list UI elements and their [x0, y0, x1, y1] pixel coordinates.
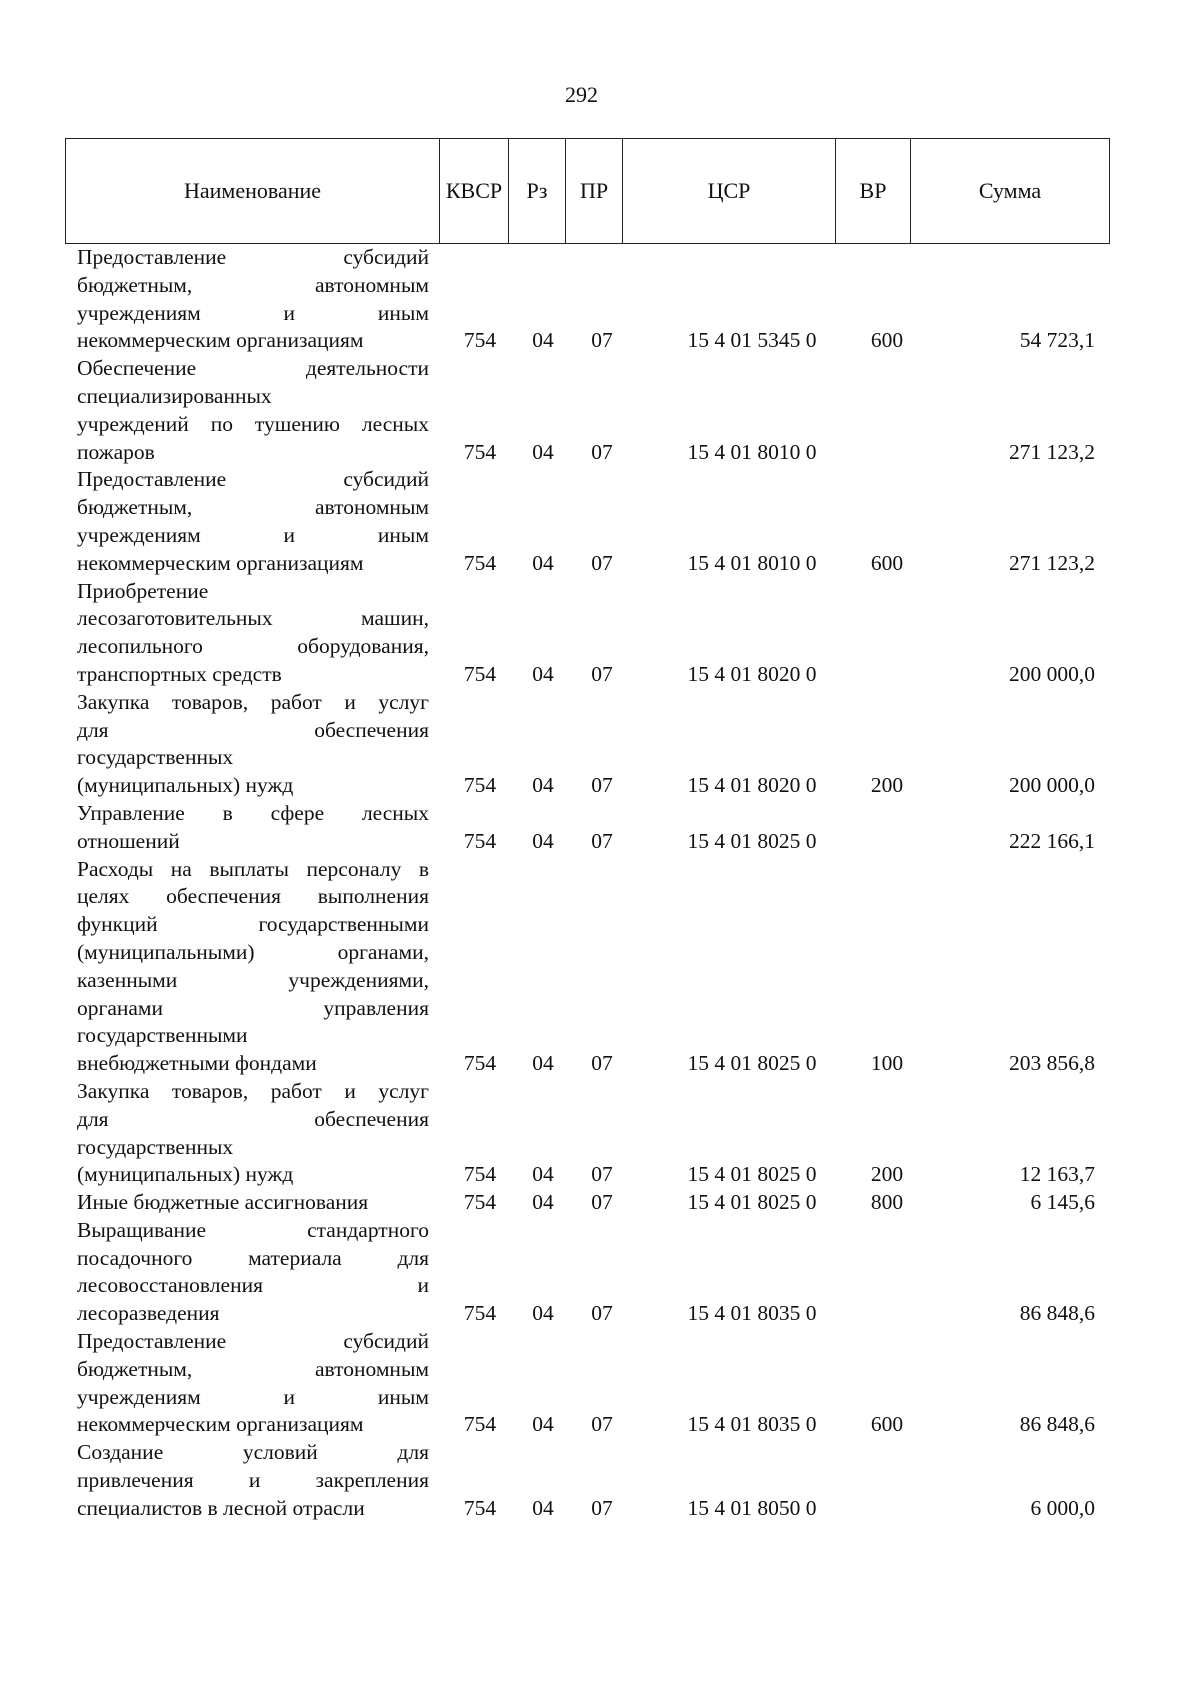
row-name-line: государственными	[77, 1023, 248, 1048]
table-row	[77, 1439, 1110, 1522]
row-kvsr: 754	[463, 773, 497, 798]
row-name-line: государственных	[77, 1134, 234, 1159]
row-name-line: государственных	[77, 745, 234, 770]
row-pr: 07	[591, 550, 613, 575]
row-kvsr: 754	[463, 828, 497, 853]
row-name-line: (муниципальных) нужд	[77, 773, 294, 798]
row-name-line: некоммерческим организациям	[77, 1412, 364, 1437]
table-row	[77, 1217, 1110, 1328]
row-csr: 15 4 01 8035 0	[687, 1301, 817, 1326]
row-pr: 07	[591, 1495, 613, 1520]
row-name-line: учреждениям и иным	[77, 1384, 429, 1409]
row-name-line: Расходы на выплаты персоналу в	[77, 856, 429, 881]
row-name-line: для обеспечения	[77, 1106, 429, 1131]
row-csr: 15 4 01 8010 0	[687, 550, 817, 575]
row-kvsr: 754	[463, 661, 497, 686]
row-csr: 15 4 01 8035 0	[687, 1412, 817, 1437]
row-name-line: бюджетным, автономным	[77, 272, 429, 297]
row-name-line: привлечения и закрепления	[77, 1468, 429, 1493]
page-number: 292	[565, 82, 598, 107]
row-vr: 600	[870, 328, 904, 353]
row-name-line: функций государственными	[77, 912, 429, 937]
row-name-line: посадочного материала для	[77, 1245, 429, 1270]
row-sum: 203 856,8	[1009, 1051, 1095, 1076]
row-name-line: специалистов в лесной отрасли	[77, 1495, 365, 1520]
row-name-line: учреждениям и иным	[77, 522, 429, 547]
row-name	[77, 355, 429, 466]
table-row	[77, 1189, 1110, 1217]
row-name-line: Управление в сфере лесных	[77, 800, 429, 825]
row-name-line: Выращивание стандартного	[77, 1217, 429, 1242]
row-rz: 04	[532, 439, 554, 464]
row-name-line: Создание условий для	[77, 1440, 429, 1465]
row-pr: 07	[591, 1301, 613, 1326]
row-sum: 6 145,6	[1030, 1190, 1095, 1215]
header-kvsr: КВСР	[440, 139, 509, 243]
row-pr: 07	[591, 773, 613, 798]
row-name-line: Предоставление субсидий	[77, 245, 429, 269]
row-name-line: казенными учреждениями,	[77, 967, 429, 992]
row-name-line: пожаров	[77, 439, 155, 464]
row-pr: 07	[591, 828, 613, 853]
row-name-line: Иные бюджетные ассигнования	[77, 1190, 369, 1215]
row-csr: 15 4 01 5345 0	[687, 328, 817, 353]
row-name	[77, 1439, 429, 1522]
header-pr: ПР	[566, 139, 623, 243]
row-csr: 15 4 01 8025 0	[687, 828, 817, 853]
row-name	[77, 856, 429, 1078]
row-csr: 15 4 01 8025 0	[687, 1162, 817, 1187]
row-kvsr: 754	[463, 1162, 497, 1187]
row-name-line: некоммерческим организациям	[77, 550, 364, 575]
row-name	[77, 244, 429, 355]
row-name-line: (муниципальных) нужд	[77, 1162, 294, 1187]
row-rz: 04	[532, 1051, 554, 1076]
row-rz: 04	[532, 328, 554, 353]
row-pr: 07	[591, 1051, 613, 1076]
row-kvsr: 754	[463, 1495, 497, 1520]
row-kvsr: 754	[463, 328, 497, 353]
row-name-line: Обеспечение деятельности	[77, 356, 429, 381]
row-sum: 271 123,2	[1009, 550, 1095, 575]
row-vr: 800	[870, 1190, 904, 1215]
row-name-line: Предоставление субсидий	[77, 1329, 429, 1354]
table-row	[77, 355, 1110, 466]
row-rz: 04	[532, 1190, 554, 1215]
row-name	[77, 1078, 429, 1189]
header-vr: ВР	[836, 139, 911, 243]
row-pr: 07	[591, 661, 613, 686]
row-rz: 04	[532, 773, 554, 798]
row-name-line: Приобретение	[77, 578, 209, 603]
row-name	[77, 1189, 429, 1217]
row-rz: 04	[532, 661, 554, 686]
row-kvsr: 754	[463, 1412, 497, 1437]
row-name-line: органами управления	[77, 995, 429, 1020]
row-csr: 15 4 01 8050 0	[687, 1495, 817, 1520]
row-rz: 04	[532, 828, 554, 853]
header-rz: Рз	[509, 139, 566, 243]
table-row	[77, 1078, 1110, 1189]
row-name-line: бюджетным, автономным	[77, 1356, 429, 1381]
row-vr: 100	[870, 1051, 904, 1076]
row-name-line: лесопильного оборудования,	[77, 634, 429, 659]
header-csr: ЦСР	[623, 139, 836, 243]
row-name-line: (муниципальными) органами,	[77, 939, 429, 964]
row-sum: 200 000,0	[1009, 773, 1095, 798]
row-pr: 07	[591, 439, 613, 464]
row-sum: 222 166,1	[1009, 828, 1095, 853]
table-row	[77, 689, 1110, 800]
row-rz: 04	[532, 1162, 554, 1187]
row-rz: 04	[532, 1301, 554, 1326]
row-sum: 54 723,1	[1019, 328, 1095, 353]
row-name	[77, 578, 429, 689]
row-kvsr: 754	[463, 439, 497, 464]
row-csr: 15 4 01 8025 0	[687, 1051, 817, 1076]
table-row	[77, 800, 1110, 856]
row-sum: 86 848,6	[1019, 1301, 1095, 1326]
row-name-line: транспортных средств	[77, 661, 282, 686]
row-name-line: учреждений по тушению лесных	[77, 411, 429, 436]
row-name-line: внебюджетными фондами	[77, 1051, 317, 1076]
table-header	[65, 138, 1110, 244]
row-name-line: Закупка товаров, работ и услуг	[77, 1078, 429, 1103]
header-sum: Сумма	[978, 178, 1042, 203]
row-csr: 15 4 01 8010 0	[687, 439, 817, 464]
row-name-line: Закупка товаров, работ и услуг	[77, 689, 429, 714]
row-name-line: для обеспечения	[77, 717, 429, 742]
row-name-line: учреждениям и иным	[77, 300, 429, 325]
table-row	[77, 1328, 1110, 1439]
header-name: Наименование	[66, 139, 440, 243]
table-row	[77, 244, 1110, 355]
row-vr: 600	[870, 1412, 904, 1437]
row-sum: 200 000,0	[1009, 661, 1095, 686]
row-sum: 271 123,2	[1009, 439, 1095, 464]
row-name-line: некоммерческим организациям	[77, 328, 364, 353]
row-name-line: специализированных	[77, 383, 272, 408]
row-pr: 07	[591, 1162, 613, 1187]
row-pr: 07	[591, 1412, 613, 1437]
row-kvsr: 754	[463, 1190, 497, 1215]
row-kvsr: 754	[463, 550, 497, 575]
row-name-line: бюджетным, автономным	[77, 495, 429, 520]
row-name-line: лесовосстановления и	[77, 1273, 429, 1298]
table-row	[77, 466, 1110, 577]
row-pr: 07	[591, 1190, 613, 1215]
row-rz: 04	[532, 1495, 554, 1520]
row-csr: 15 4 01 8020 0	[687, 661, 817, 686]
table-row	[77, 856, 1110, 1078]
row-kvsr: 754	[463, 1301, 497, 1326]
row-vr: 600	[870, 550, 904, 575]
row-name-line: отношений	[77, 828, 180, 853]
table-row	[77, 578, 1110, 689]
row-sum: 86 848,6	[1019, 1412, 1095, 1437]
row-name-line: лесозаготовительных машин,	[77, 606, 429, 631]
row-name	[77, 1217, 429, 1328]
row-name	[77, 1328, 429, 1439]
row-rz: 04	[532, 550, 554, 575]
row-csr: 15 4 01 8025 0	[687, 1190, 817, 1215]
row-name-line: лесоразведения	[77, 1301, 220, 1326]
row-kvsr: 754	[463, 1051, 497, 1076]
table-body	[77, 244, 1110, 1523]
row-sum: 12 163,7	[1019, 1162, 1095, 1187]
row-name-line: Предоставление субсидий	[77, 467, 429, 492]
row-pr: 07	[591, 328, 613, 353]
row-vr: 200	[870, 1162, 904, 1187]
row-rz: 04	[532, 1412, 554, 1437]
row-csr: 15 4 01 8020 0	[687, 773, 817, 798]
row-name	[77, 800, 429, 856]
row-sum: 6 000,0	[1030, 1495, 1095, 1520]
row-name	[77, 689, 429, 800]
row-vr: 200	[870, 773, 904, 798]
row-name-line: целях обеспечения выполнения	[77, 884, 429, 909]
row-name	[77, 466, 429, 577]
